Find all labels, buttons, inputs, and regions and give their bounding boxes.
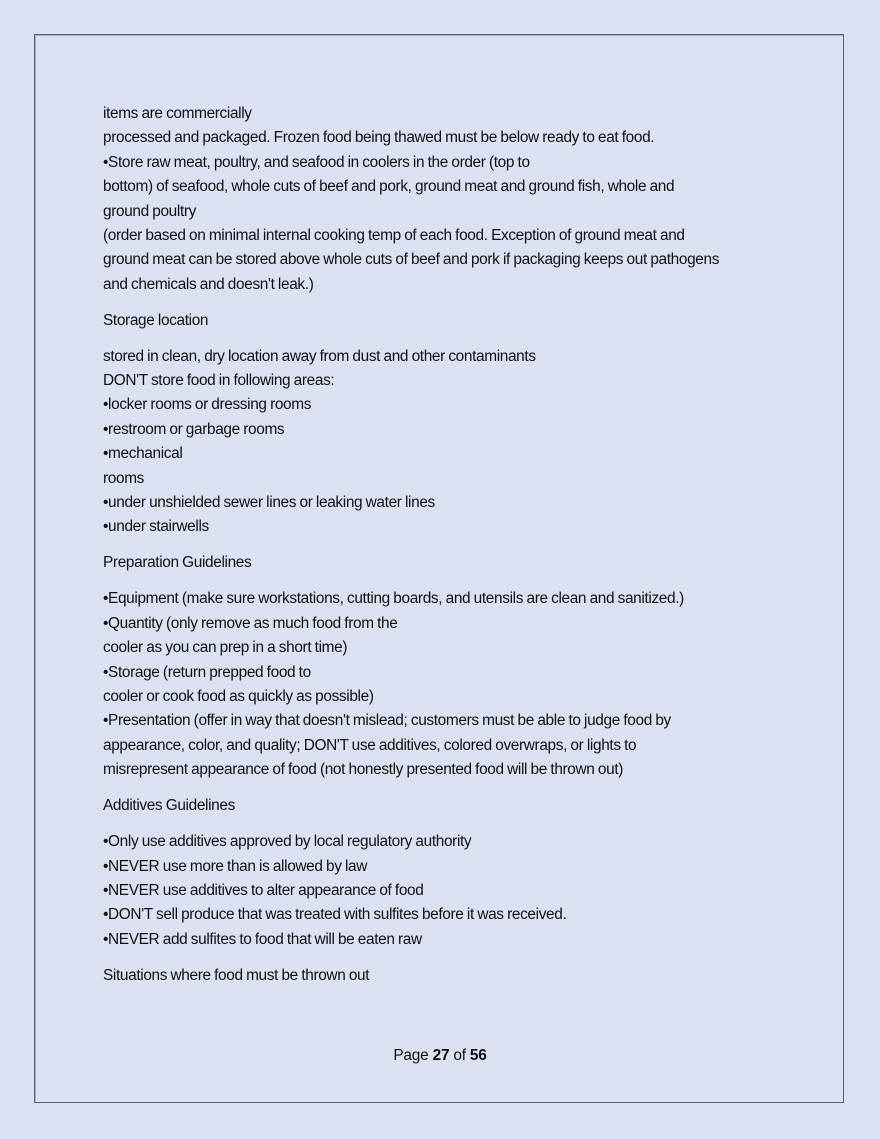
bullet-item: •Only use additives approved by local regulatory authority [103, 833, 472, 851]
section-heading: Preparation Guidelines [103, 554, 252, 572]
bullet-item: •under stairwells [103, 518, 209, 536]
text-line: items are commercially [103, 105, 252, 122]
bullet-item: •Presentation (offer in way that doesn't mislead; customers must be able to judge food by [103, 712, 671, 730]
bullet-item: •NEVER use more than is allowed by law [103, 857, 368, 875]
text-line: ground poultry [103, 202, 196, 220]
bullet-item: •Store raw meat, poultry, and seafood in coolers in the order (top to [103, 153, 530, 171]
bullet-item: •NEVER use additives to alter appearance of food [103, 881, 424, 899]
text-line: cooler as you can prep in a short time) [103, 639, 348, 657]
storage-location-section [103, 309, 803, 540]
bullet-item: •mechanical [103, 445, 183, 463]
bullet-item: •restroom or garbage rooms [103, 420, 285, 438]
text-line: stored in clean, dry location away from dust and other contaminants [103, 347, 536, 365]
text-line: DON'T store food in following areas: [103, 372, 335, 390]
of-label: of [453, 1047, 466, 1064]
section-heading: Storage location [103, 311, 209, 329]
text-line: appearance, color, and quality; DON'T use additives, colored overwraps, or lights to [103, 736, 637, 754]
section-heading: Additives Guidelines [103, 797, 235, 815]
bullet-item: •Quantity (only remove as much food from the [103, 614, 398, 632]
preparation-guidelines-section [103, 551, 803, 782]
text-line: rooms [103, 469, 145, 487]
bullet-item: •Storage (return prepped food to [103, 663, 311, 681]
total-pages-number: 56 [469, 1047, 487, 1064]
bullet-item: •Equipment (make sure workstations, cutting boards, and utensils are clean and sanitized.) [103, 590, 684, 608]
page-footer [0, 1044, 880, 1068]
bullet-item: •DON'T sell produce that was treated with sulfites before it was received. [103, 906, 567, 924]
text-line: ground meat can be stored above whole cuts of beef and pork if packaging keeps out pathogens [103, 251, 720, 269]
text-line: misrepresent appearance of food (not honestly presented food will be thrown out) [103, 761, 624, 779]
text-line: cooler or cook food as quickly as possible) [103, 687, 374, 705]
page-label: Page [393, 1047, 429, 1064]
current-page-number: 27 [432, 1047, 450, 1064]
text-line: bottom) of seafood, whole cuts of beef and pork, ground meat and ground fish, whole and [103, 178, 675, 196]
bullet-item: •locker rooms or dressing rooms [103, 396, 312, 414]
text-line: and chemicals and doesn't leak.) [103, 275, 314, 293]
text-line: processed and packaged. Frozen food being thawed must be below ready to eat food. [103, 129, 655, 147]
intro-section [103, 102, 803, 297]
thrown-out-section [103, 964, 803, 988]
bullet-item: •NEVER add sulfites to food that will be eaten raw [103, 930, 422, 948]
text-line: (order based on minimal internal cooking temp of each food. Exception of ground meat and [103, 226, 685, 244]
bullet-item: •under unshielded sewer lines or leaking water lines [103, 494, 435, 512]
document-body [103, 102, 803, 988]
additives-guidelines-section [103, 794, 803, 952]
section-heading: Situations where food must be thrown out [103, 966, 370, 984]
